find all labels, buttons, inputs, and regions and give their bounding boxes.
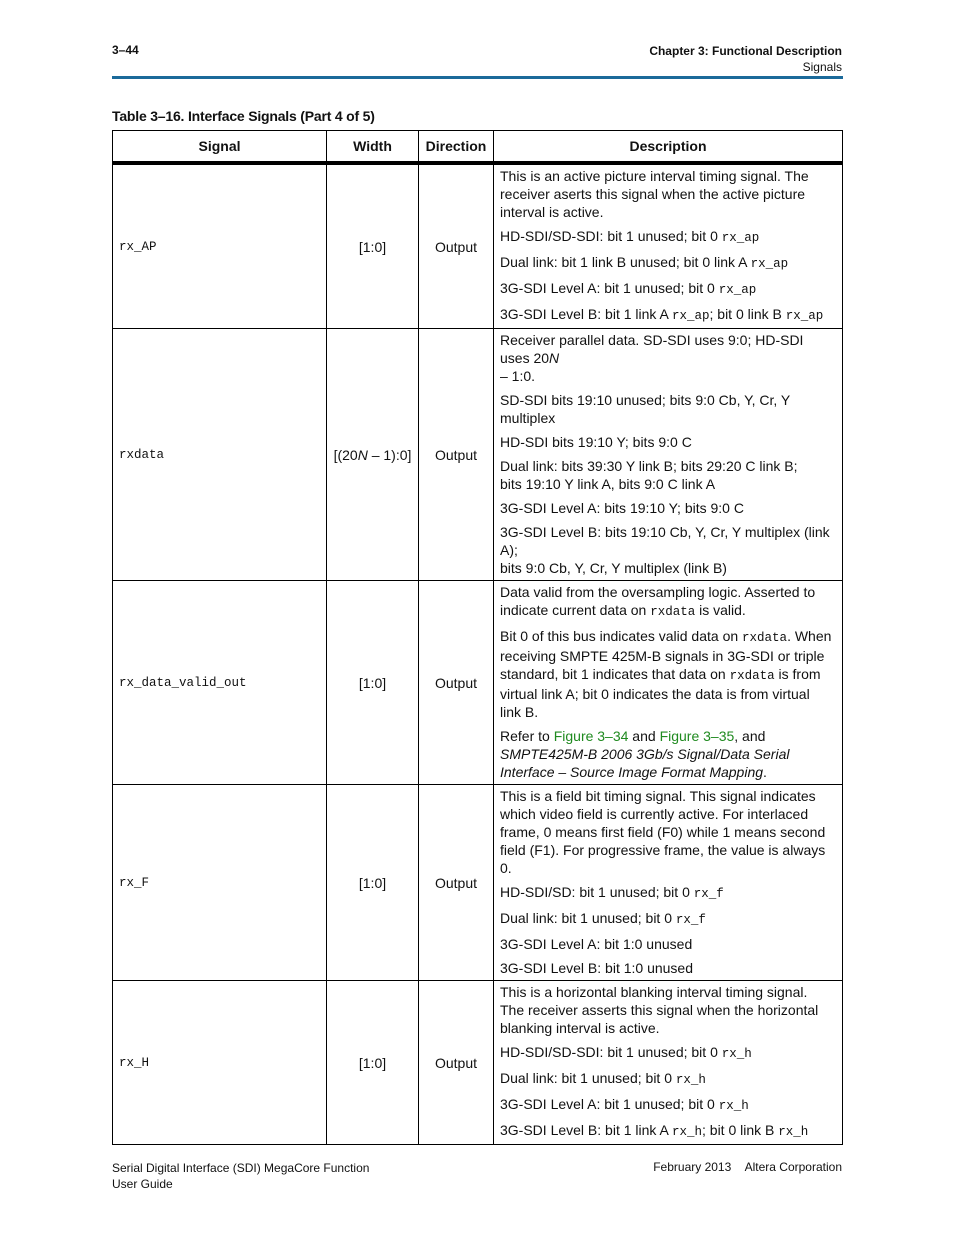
signal-direction: Output	[419, 785, 494, 981]
description-paragraph: Dual link: bit 1 unused; bit 0 rx_h	[500, 1070, 706, 1087]
description-paragraph: HD-SDI bits 19:10 Y; bits 9:0 C	[500, 434, 692, 450]
description-paragraph: Bit 0 of this bus indicates valid data on rxdata. When receiving SMPTE 425M-B signals in 3G-SDI or triple standard, bit 1 indicates that data on rxdata is from virtual link A; bit 0 indicates the data is from virtual link B.	[500, 628, 832, 720]
description-paragraph: HD-SDI/SD-SDI: bit 1 unused; bit 0 rx_ap	[500, 228, 760, 245]
signal-description	[494, 163, 843, 329]
description-paragraph: This is an active picture interval timing signal. The receiver aserts this signal when the active picture interval is active.	[500, 168, 809, 220]
signal-description	[494, 785, 843, 981]
description-paragraph: 3G-SDI Level A: bit 1:0 unused	[500, 936, 693, 952]
figure-3-35-link[interactable]: Figure 3–35	[659, 728, 735, 744]
description-paragraph: SD-SDI bits 19:10 unused; bits 9:0 Cb, Y, Cr, Y multiplex	[500, 392, 791, 426]
signal-description	[494, 581, 843, 785]
signal-name: rx_AP	[113, 163, 327, 329]
signal-direction: Output	[419, 981, 494, 1145]
signal-width: [1:0]	[327, 981, 419, 1145]
description-paragraph: 3G-SDI Level A: bits 19:10 Y; bits 9:0 C	[500, 500, 744, 516]
description-paragraph: This is a horizontal blanking interval timing signal. The receiver asserts this signal when the horizontal blanking interval is active.	[500, 984, 819, 1036]
description-paragraph: 3G-SDI Level A: bit 1 unused; bit 0 rx_h	[500, 1096, 749, 1113]
running-header	[649, 43, 842, 75]
description-paragraph: HD-SDI/SD: bit 1 unused; bit 0 rx_f	[500, 884, 724, 901]
column-header-width: Width	[327, 131, 419, 164]
signal-description	[494, 981, 843, 1145]
signal-width: [1:0]	[327, 163, 419, 329]
table-row	[113, 981, 843, 1145]
description-paragraph: Dual link: bit 1 unused; bit 0 rx_f	[500, 910, 706, 927]
footer-doc-title	[112, 1160, 369, 1192]
signal-direction: Output	[419, 329, 494, 581]
chapter-title: Chapter 3: Functional Description	[649, 44, 842, 58]
signal-name: rx_data_valid_out	[113, 581, 327, 785]
signal-width: [1:0]	[327, 785, 419, 981]
footer-company: Altera Corporation	[744, 1160, 842, 1174]
header-rule	[112, 76, 843, 79]
description-paragraph: HD-SDI/SD-SDI: bit 1 unused; bit 0 rx_h	[500, 1044, 752, 1061]
interface-signals-table	[112, 130, 843, 1145]
table-row	[113, 329, 843, 581]
description-paragraph: 3G-SDI Level B: bits 19:10 Cb, Y, Cr, Y multiplex (link A); bits 9:0 Cb, Y, Cr, Y multiplex (link B)	[500, 524, 830, 576]
signal-width: [1:0]	[327, 581, 419, 785]
description-paragraph: 3G-SDI Level A: bit 1 unused; bit 0 rx_ap	[500, 280, 757, 297]
column-header-direction: Direction	[419, 131, 494, 164]
page-number: 3–44	[112, 43, 139, 57]
section-title: Signals	[802, 60, 842, 74]
description-paragraph: 3G-SDI Level B: bit 1 link A rx_h; bit 0 link B rx_h	[500, 1122, 809, 1139]
signal-width: [(20N – 1):0]	[327, 329, 419, 581]
table-row	[113, 785, 843, 981]
footer-date: February 2013	[653, 1160, 732, 1174]
description-paragraph: 3G-SDI Level B: bit 1 link A rx_ap; bit 0 link B rx_ap	[500, 306, 824, 323]
column-header-signal: Signal	[113, 131, 327, 164]
description-paragraph: Dual link: bits 39:30 Y link B; bits 29:20 C link B; bits 19:10 Y link A, bits 9:0 C link A	[500, 458, 798, 492]
description-paragraph: Data valid from the oversampling logic. Asserted to indicate current data on rxdata is valid.	[500, 584, 816, 619]
figure-3-34-link[interactable]: Figure 3–34	[553, 728, 629, 744]
table-row	[113, 163, 843, 329]
footer-title-line: Serial Digital Interface (SDI) MegaCore Function	[112, 1161, 370, 1175]
table-caption: Table 3–16. Interface Signals (Part 4 of 5)	[112, 108, 375, 124]
signal-name: rx_F	[113, 785, 327, 981]
signal-name: rx_H	[113, 981, 327, 1145]
signal-direction: Output	[419, 163, 494, 329]
table-row	[113, 581, 843, 785]
signal-name: rxdata	[113, 329, 327, 581]
description-paragraph: Dual link: bit 1 link B unused; bit 0 link A rx_ap	[500, 254, 789, 271]
table-header-row	[113, 131, 843, 164]
description-paragraph: Refer to Figure 3–34 and Figure 3–35, and SMPTE425M-B 2006 3Gb/s Signal/Data Serial Interface – Source Image Format Mapping.	[500, 728, 790, 780]
footer-title-line: User Guide	[112, 1177, 173, 1191]
description-paragraph: 3G-SDI Level B: bit 1:0 unused	[500, 960, 693, 976]
description-paragraph: Receiver parallel data. SD-SDI uses 9:0; HD-SDI uses 20N – 1:0.	[500, 332, 804, 384]
signal-description	[494, 329, 843, 581]
column-header-description: Description	[494, 131, 843, 164]
description-paragraph: This is a field bit timing signal. This signal indicates which video field is currently active. For interlaced frame, 0 means first field (F0) while 1 means second field (F1). For progressive frame, the value is always 0.	[500, 788, 826, 876]
footer-info	[653, 1160, 842, 1174]
signal-direction: Output	[419, 581, 494, 785]
